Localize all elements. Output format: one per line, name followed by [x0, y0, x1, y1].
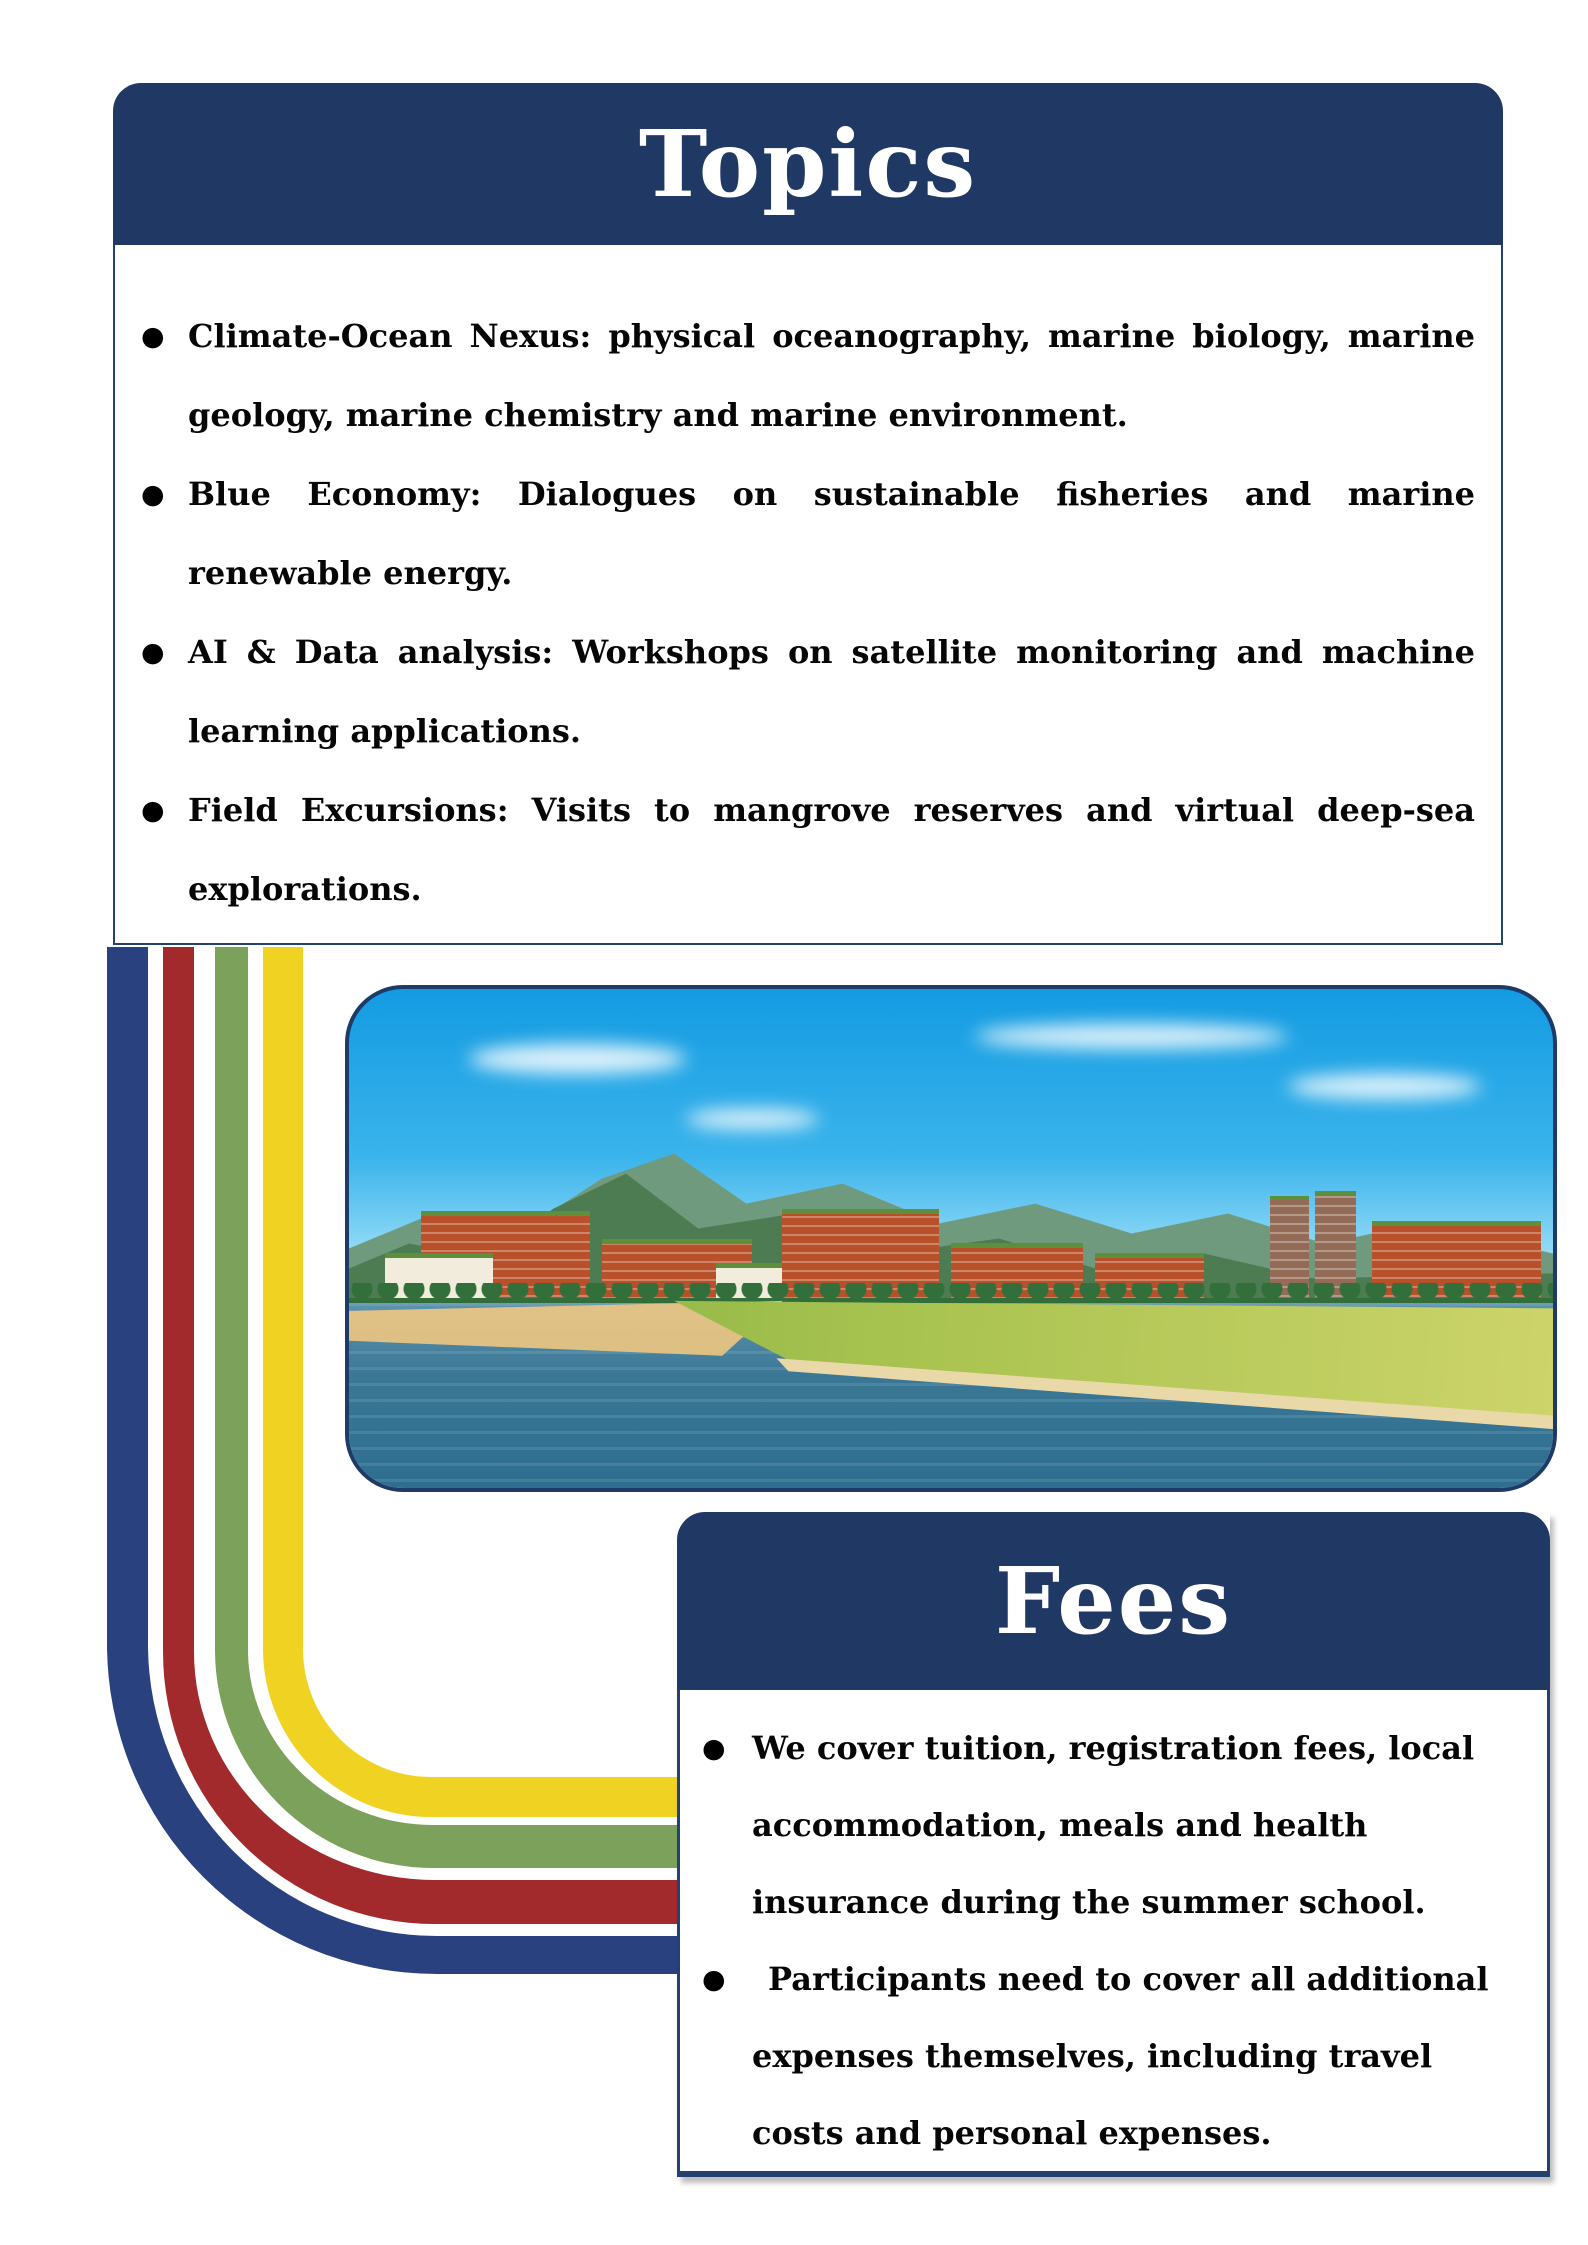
campus-photo	[345, 985, 1557, 1492]
cloud-shape	[686, 1109, 818, 1129]
bullet-line: We cover tuition, registration fees, local	[752, 1729, 1475, 1767]
bullet-marker: ●	[141, 479, 165, 510]
topics-header	[113, 83, 1503, 245]
bullet-line: insurance during the summer school.	[752, 1883, 1426, 1921]
fees-body	[677, 1690, 1550, 2177]
fees-bullet-2	[702, 1941, 1519, 2172]
bullet-line: expenses themselves, including travel	[752, 2037, 1433, 2075]
bullet-line: Field Excursions: Visits to mangrove reserves and virtual deep-sea	[188, 791, 1475, 829]
bullet-line: AI & Data analysis: Workshops on satellite monitoring and machine	[188, 633, 1475, 671]
topics-bullet-3	[131, 613, 1475, 771]
topics-section	[113, 83, 1503, 945]
bullet-line: accommodation, meals and health	[752, 1806, 1368, 1844]
fees-header	[677, 1512, 1550, 1690]
bullet-marker: ●	[141, 795, 165, 826]
bullet-line: learning applications.	[188, 712, 582, 750]
topics-body	[113, 245, 1503, 945]
topics-bullet-2	[131, 455, 1475, 613]
bullet-marker: ●	[702, 1964, 726, 1995]
cloud-shape	[1288, 1074, 1481, 1099]
bullet-line: geology, marine chemistry and marine environment.	[188, 396, 1128, 434]
fees-title: Fees	[994, 1547, 1233, 1655]
bullet-marker: ●	[141, 637, 165, 668]
bullet-line: costs and personal expenses.	[752, 2114, 1272, 2152]
fees-section	[677, 1512, 1550, 2177]
bullet-line: Blue Economy: Dialogues on sustainable fisheries and marine	[188, 475, 1475, 513]
bullet-line: renewable energy.	[188, 554, 513, 592]
fees-bullet-1	[702, 1710, 1519, 1941]
cloud-shape	[469, 1044, 686, 1074]
bullet-line: Climate-Ocean Nexus: physical oceanography, marine biology, marine	[188, 317, 1475, 355]
topics-bullet-1	[131, 297, 1475, 455]
cloud-shape	[975, 1024, 1288, 1049]
bullet-marker: ●	[141, 321, 165, 352]
bullet-line: explorations.	[188, 870, 422, 908]
bullet-line: Participants need to cover all additional	[768, 1960, 1489, 1998]
bullet-marker: ●	[702, 1733, 726, 1764]
topics-title: Topics	[638, 110, 978, 218]
topics-bullet-4	[131, 771, 1475, 929]
